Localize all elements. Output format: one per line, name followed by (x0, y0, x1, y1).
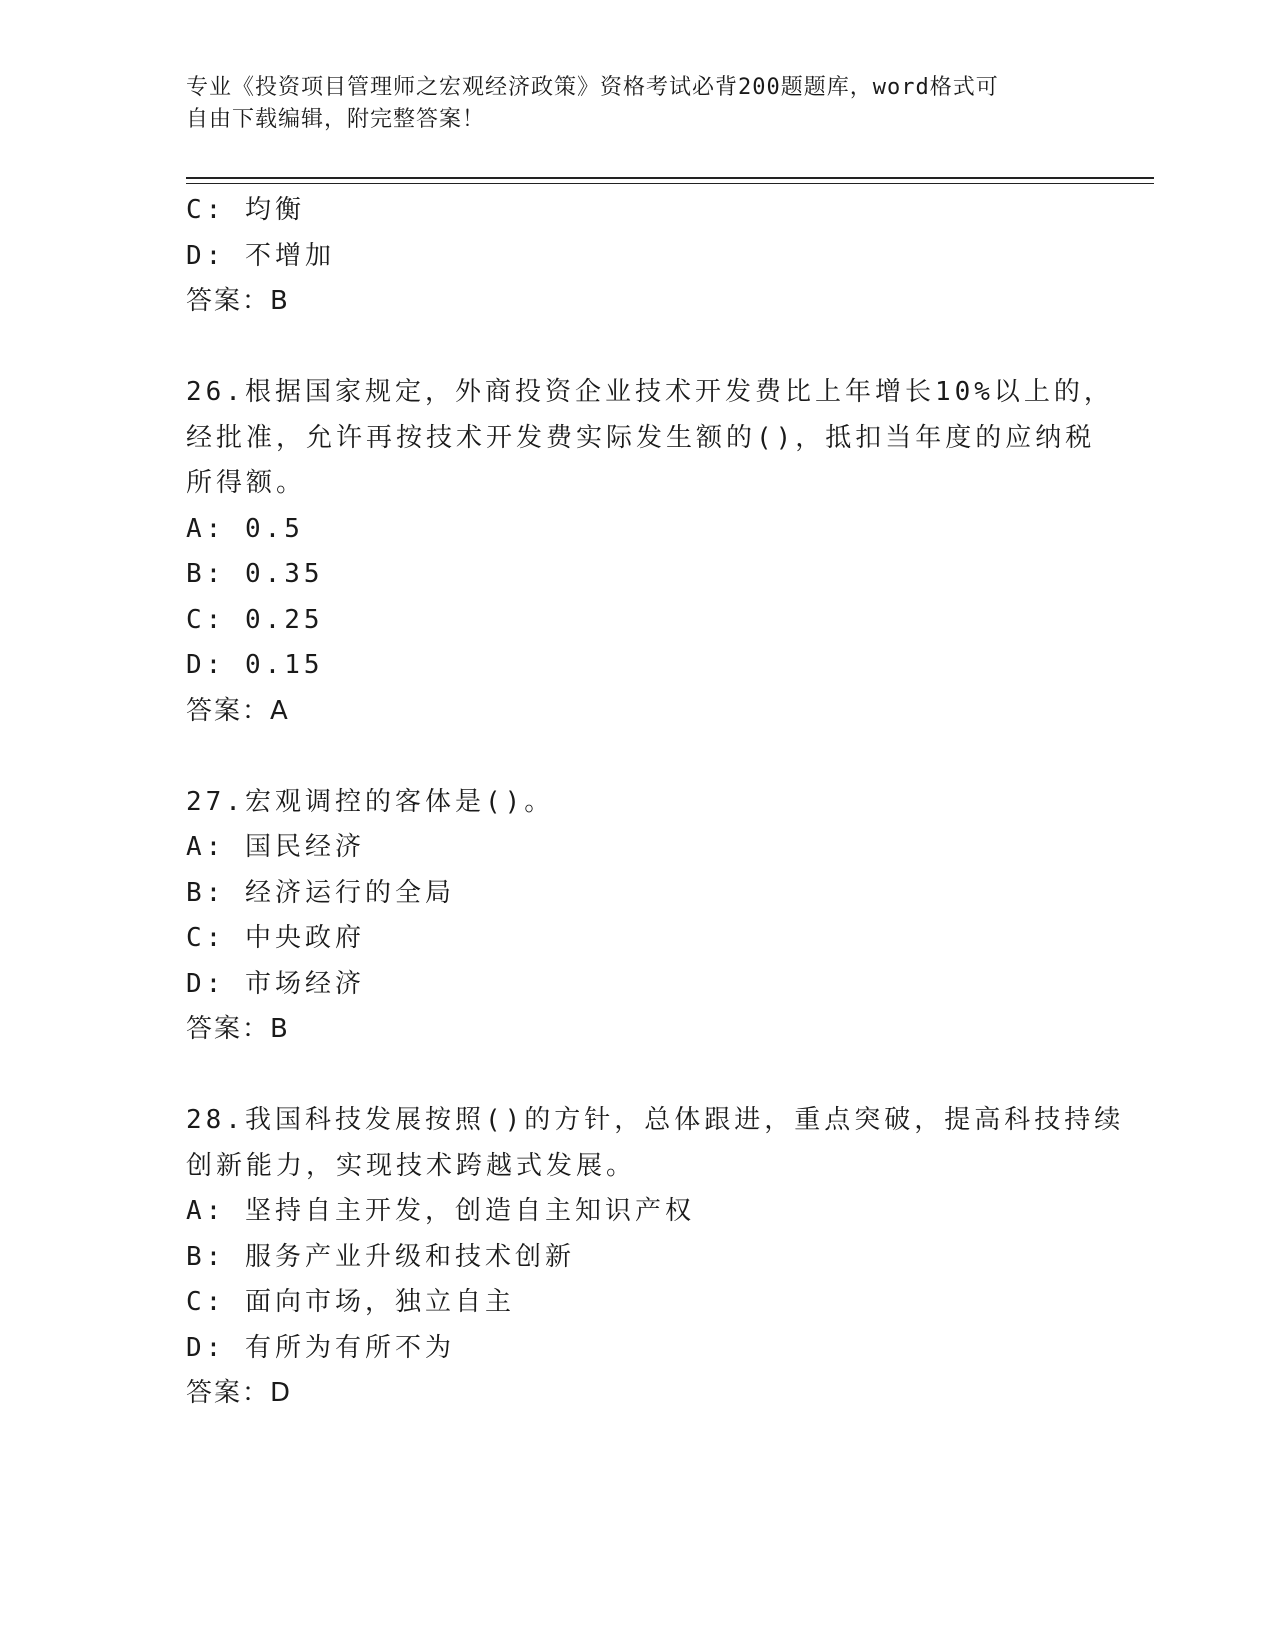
option-b: B: 经济运行的全局 (186, 877, 455, 908)
question-27 (186, 780, 1086, 1053)
header-divider-thick (186, 177, 1154, 179)
option-d: D: 0.15 (186, 650, 324, 680)
question-list (186, 188, 1125, 1417)
question-stem-line: 经批准，允许再按技术开发费实际发生额的()，抵扣当年度的应纳税 (186, 422, 1096, 453)
option-d: D: 市场经济 (186, 968, 365, 999)
header-line-1: 专业《投资项目管理师之宏观经济政策》资格考试必背200题题库，word格式可 (186, 75, 999, 100)
option-c: C: 面向市场，独立自主 (186, 1287, 515, 1317)
option-c: C: 中央政府 (186, 923, 365, 953)
answer-line: 答案：B (186, 1014, 290, 1044)
question-26 (186, 370, 1114, 734)
question-28 (186, 1098, 1125, 1417)
option-d: D: 不增加 (186, 240, 335, 271)
question-stem-line: 创新能力，实现技术跨越式发展。 (186, 1150, 637, 1181)
option-a: A: 坚持自主开发，创造自主知识产权 (186, 1196, 695, 1226)
page-header (186, 72, 1066, 136)
spacer (186, 734, 1086, 780)
option-a: A: 国民经济 (186, 832, 365, 862)
option-d: D: 有所为有所不为 (186, 1332, 455, 1363)
question-25-tail (186, 188, 1086, 325)
option-c: C: 0.25 (186, 604, 324, 635)
answer-line: 答案：B (186, 286, 290, 316)
answer-line: 答案：D (186, 1378, 293, 1408)
option-b: B: 0.35 (186, 559, 324, 589)
question-stem-line: 27.宏观调控的客体是()。 (186, 786, 555, 817)
question-stem-line: 26.根据国家规定，外商投资企业技术开发费比上年增长10%以上的， (186, 377, 1114, 407)
option-a: A: 0.5 (186, 513, 304, 544)
header-divider-thin (186, 183, 1154, 184)
question-stem-line: 所得额。 (186, 468, 307, 498)
spacer (186, 1053, 1086, 1099)
option-c: C: 均衡 (186, 195, 305, 225)
answer-line: 答案：A (186, 695, 290, 726)
header-line-2: 自由下载编辑，附完整答案！ (186, 107, 486, 132)
option-b: B: 服务产业升级和技术创新 (186, 1241, 575, 1272)
spacer (186, 325, 1086, 371)
question-stem-line: 28.我国科技发展按照()的方针，总体跟进，重点突破，提高科技持续 (186, 1105, 1125, 1135)
